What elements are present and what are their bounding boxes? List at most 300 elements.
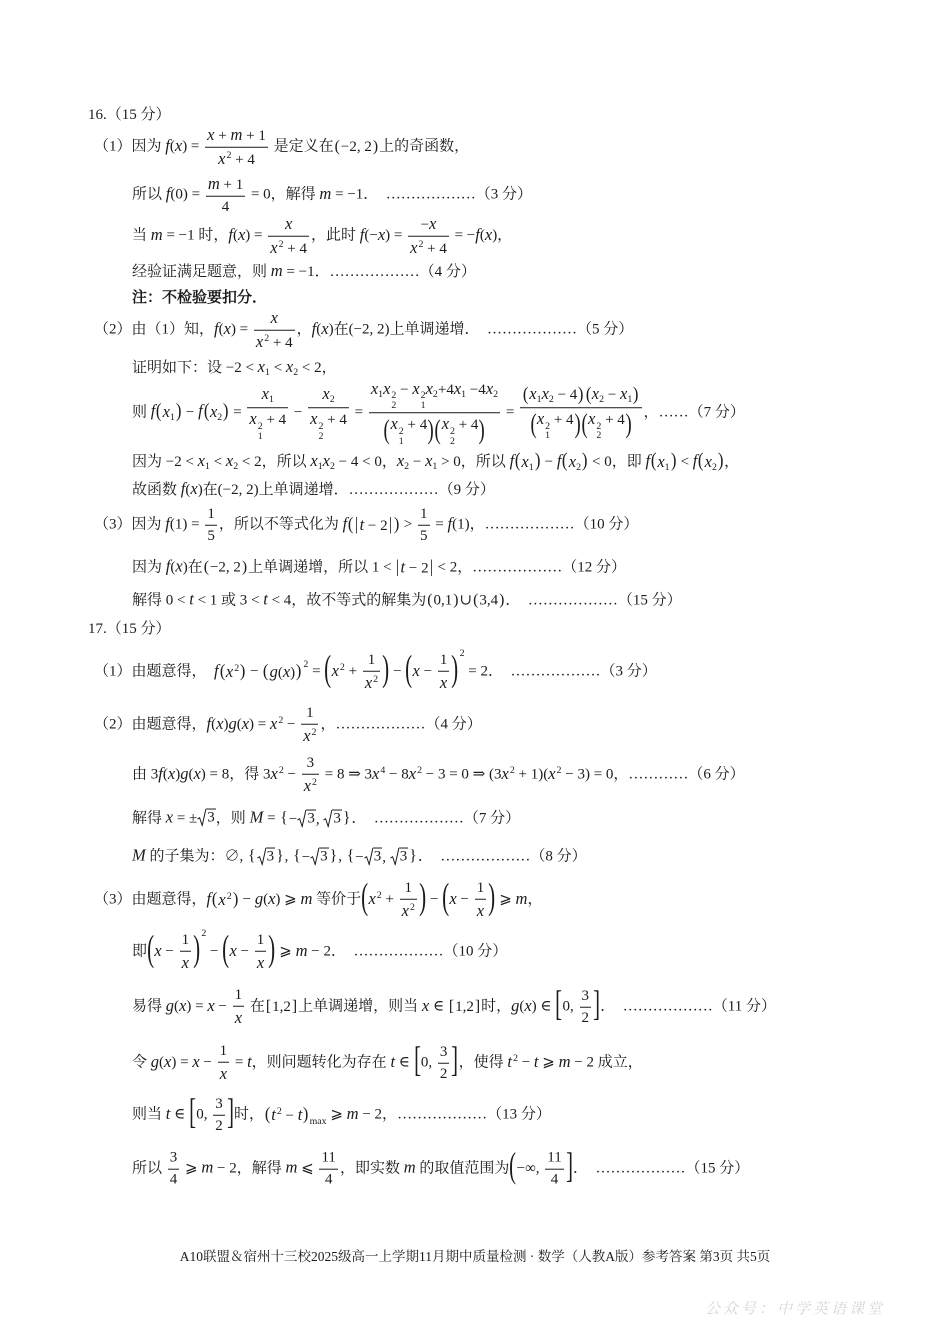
text-run: = − (450, 227, 476, 244)
variable-letter: x (453, 379, 462, 399)
denominator (268, 237, 309, 259)
variable-letter: x (268, 888, 276, 908)
math-variable (485, 379, 499, 401)
variable-letter: x (223, 318, 231, 338)
text-run: ( (277, 665, 283, 681)
bracket-group (585, 384, 640, 406)
text-run: 上的奇函数， (379, 138, 470, 155)
text-run: 3 (399, 848, 408, 865)
text-run: 1 (306, 704, 314, 721)
math-variable (261, 384, 274, 406)
subscript: 1 (432, 460, 438, 472)
math-variable (558, 1051, 571, 1071)
fraction (233, 986, 245, 1029)
text-run: 1 (207, 505, 215, 522)
denominator (438, 1063, 450, 1083)
superscript: 2 (391, 390, 397, 402)
radicand (399, 847, 409, 865)
fraction (206, 174, 245, 217)
q17-part3-equivalent (94, 879, 542, 922)
text-run: 所以 (132, 1160, 166, 1177)
math-variable (190, 479, 198, 498)
text-run: = −1 时， (162, 227, 229, 244)
subscript: 1 (627, 394, 633, 406)
close-bracket: ) (382, 649, 390, 690)
math-variable (165, 807, 174, 827)
math-variable (524, 995, 532, 1015)
fraction (438, 1043, 450, 1084)
numerator (247, 384, 288, 408)
text-run: ) = (249, 716, 270, 733)
text-run: + 1 (219, 176, 244, 193)
numerator (369, 379, 500, 413)
text-run: 在 (246, 998, 265, 1015)
open-bracket: ( (264, 1103, 271, 1124)
variable-letter: g (165, 995, 175, 1015)
text-run: ( (218, 321, 224, 338)
open-bracket: ( (698, 450, 704, 472)
fraction (205, 125, 268, 170)
variable-letter: x (216, 713, 224, 733)
text-run: 0,1 (433, 592, 453, 609)
variable-letter: x (270, 763, 278, 783)
close-bracket: | (388, 513, 392, 534)
close-bracket: ) (578, 384, 584, 406)
q16-part2-sign (132, 451, 739, 473)
q16-part1-conclusion (132, 261, 476, 281)
bracket-content (563, 987, 594, 1028)
bracket-group (203, 402, 230, 424)
numerator (520, 384, 642, 408)
bracket-group (262, 659, 309, 682)
math-variable (408, 763, 423, 783)
variable-letter: f (165, 135, 170, 155)
text-run: ) = (171, 1054, 193, 1071)
text-run: = (431, 516, 448, 533)
math-variable (310, 450, 323, 472)
text-run: − 4 (553, 387, 578, 404)
bracket-content (479, 592, 498, 610)
text-run: ( (159, 1054, 165, 1071)
denominator (301, 725, 318, 747)
fraction (438, 651, 450, 694)
variable-letter: x (179, 995, 187, 1015)
variable-letter: x (484, 224, 493, 244)
bracket-group (211, 890, 239, 910)
fraction (369, 379, 500, 447)
variable-letter: x (372, 763, 380, 783)
open-bracket: | (396, 556, 400, 577)
close-bracket: ) (451, 649, 459, 690)
variable-letter: g (150, 1051, 160, 1071)
math-variable (234, 1007, 243, 1027)
radicand (373, 847, 383, 865)
close-bracket: ) (175, 400, 182, 423)
variable-letter: x (322, 384, 330, 404)
text-run: ) ∈ (531, 998, 556, 1015)
text-run: ∪ (459, 592, 473, 609)
numerator (400, 879, 417, 900)
bracket-group (264, 1103, 327, 1128)
open-bracket: | (355, 513, 359, 534)
open-bracket: ( (514, 450, 521, 472)
math-variable (270, 763, 284, 783)
subscript: 1 (664, 461, 670, 473)
variable-letter: x (282, 662, 291, 681)
denominator (363, 672, 380, 694)
math-variable (207, 995, 215, 1015)
numerator (254, 308, 295, 331)
close-bracket: ) (193, 929, 201, 970)
subscript: 2 (391, 400, 397, 412)
superscript: 2 (278, 714, 284, 726)
variable-letter: f (206, 888, 212, 908)
bracket-content (229, 931, 268, 974)
text-run: ， (527, 891, 543, 908)
math-variable (230, 124, 243, 144)
text-run: − (517, 1054, 534, 1071)
text-run: + 1)( (514, 766, 549, 783)
text-run: − (182, 404, 199, 421)
open-bracket: ( (530, 410, 537, 440)
text-run: ) (290, 665, 296, 681)
text-run: 3 (169, 1149, 178, 1166)
bracket-group (324, 651, 389, 694)
close-bracket: ) (296, 660, 302, 681)
bracket-content (569, 451, 581, 473)
text-run: < 0，即 (588, 453, 646, 470)
close-bracket: ] (451, 1041, 459, 1080)
math-variable (241, 713, 250, 733)
variable-letter: t (507, 1051, 512, 1071)
denominator (438, 672, 450, 694)
denominator (369, 414, 500, 447)
variable-letter: f (556, 450, 562, 470)
open-bracket: ( (473, 591, 479, 609)
math-variable (441, 414, 455, 447)
open-bracket: ( (324, 649, 332, 690)
variable-letter: x (501, 763, 509, 783)
text-run: + 4 (423, 240, 447, 257)
text-run: + (344, 663, 361, 680)
numerator (438, 651, 450, 672)
text-run: 5 (207, 527, 215, 544)
fraction (408, 214, 449, 259)
variable-letter: x (310, 409, 318, 429)
variable-letter: f (165, 183, 171, 203)
math-variable (269, 713, 284, 733)
text-run: ) (223, 716, 229, 733)
variable-letter: t (359, 514, 365, 534)
variable-letter: x (620, 384, 628, 404)
text-run: = 0，解得 (247, 186, 320, 203)
bracket-group (189, 1095, 234, 1136)
radical-sign-icon (364, 847, 373, 865)
bracket-group (697, 451, 724, 473)
text-run: 2 (215, 1117, 223, 1134)
text-run: + 4 (601, 412, 625, 429)
math-variable (401, 900, 415, 920)
math-variable (390, 414, 404, 447)
bracket-content (360, 515, 388, 535)
text-run: − (396, 382, 413, 399)
math-variable (223, 318, 231, 338)
close-bracket: ) (670, 450, 677, 472)
denominator (255, 952, 267, 974)
text-run: 1 (420, 505, 428, 522)
bracket-group (650, 451, 677, 473)
math-variable (429, 213, 437, 233)
text-run: 1,2 (455, 998, 474, 1015)
text-run: −∞, (516, 1160, 544, 1177)
superscript: 2 (398, 425, 404, 437)
open-bracket: ( (383, 415, 390, 445)
denominator (319, 1170, 337, 1190)
text-run: ) = (186, 998, 208, 1015)
text-run: ………………（3 分） (385, 186, 533, 203)
radical-sign-icon (323, 809, 332, 827)
open-bracket: ( (203, 400, 210, 423)
math-variable (548, 763, 562, 783)
text-run: = ± (173, 810, 198, 827)
variable-letter: x (192, 1051, 200, 1071)
superscript: 2 (311, 726, 317, 738)
text-run: −4 (466, 382, 486, 399)
radicand (306, 809, 316, 827)
text-run: ( (316, 321, 322, 338)
variable-letter: x (167, 763, 176, 783)
watermark: 公众号：中学英语课堂 (705, 1301, 886, 1318)
math-variable (453, 379, 467, 401)
radical-sign-icon (310, 847, 319, 865)
text-run: = (231, 1054, 248, 1071)
close-bracket: ) (574, 410, 581, 440)
text-run: + (381, 891, 398, 908)
variable-letter: x (209, 401, 218, 421)
variable-letter: x (322, 450, 330, 470)
open-bracket: { (346, 847, 355, 865)
text-run: = (263, 810, 280, 827)
text-run: − 4 < 0， (334, 453, 397, 470)
text-run: )， (492, 227, 513, 244)
bracket-content (390, 415, 427, 447)
text-run: ( (519, 998, 525, 1015)
text-run: − (246, 663, 263, 680)
bracket-group (442, 879, 495, 922)
text-run: ………………（12 分） (472, 559, 626, 576)
q16-part3-range (132, 556, 626, 577)
math-variable (209, 401, 223, 423)
variable-letter: x (588, 409, 596, 429)
text-run: 4 (324, 1171, 333, 1188)
text-run: ( (169, 138, 175, 155)
math-variable (285, 1157, 298, 1177)
text-run: ，即实数 (339, 1160, 404, 1177)
text-run: − (419, 663, 436, 680)
text-run: 上单调递增，所以 1 < (248, 559, 396, 576)
fraction (418, 505, 430, 546)
variable-letter: x (285, 357, 294, 377)
text-run: 等价于 (312, 891, 362, 908)
text-run: ，则 (215, 810, 250, 827)
variable-letter: f (206, 713, 212, 733)
variable-letter: x (529, 384, 537, 404)
text-run: )在 (182, 559, 203, 576)
text-run: ………………（4 分） (335, 716, 482, 733)
text-run: −2, 2 (209, 559, 241, 576)
bracket-content (289, 809, 342, 828)
q16-part3-solution (132, 590, 682, 611)
bracket-content (434, 592, 453, 610)
close-bracket: ] (291, 997, 298, 1015)
numerator (319, 1149, 337, 1170)
text-run: 1 (256, 931, 265, 948)
text-run: 3 (215, 1095, 223, 1112)
open-bracket: ( (434, 415, 442, 445)
text-run: ………………（13 分） (397, 1106, 551, 1123)
text-run: 1 (219, 1042, 228, 1059)
variable-letter: x (441, 414, 450, 434)
variable-letter: x (256, 952, 265, 972)
square-root (390, 847, 409, 865)
bracket-group (334, 137, 379, 156)
q17-part2-subsets (132, 846, 587, 867)
superscript: 2 (312, 776, 317, 788)
variable-letter: x (270, 237, 278, 257)
text-run: −2, 2 (340, 138, 372, 155)
variable-letter: M (249, 807, 264, 827)
subscript: 1 (205, 460, 210, 472)
superscript: 2 (556, 764, 562, 776)
variable-letter: g (228, 713, 237, 733)
variable-letter: x (229, 940, 237, 960)
variable-letter: x (249, 409, 257, 429)
text-run: − (236, 943, 253, 960)
q17-part3-substitution (132, 1042, 643, 1085)
variable-letter: x (255, 331, 264, 351)
text-run: , (284, 848, 293, 865)
variable-letter: x (410, 237, 418, 257)
variable-letter: x (225, 450, 234, 470)
text-run: = (229, 404, 246, 421)
bracket-content (455, 998, 474, 1016)
variable-letter: x (197, 450, 205, 470)
variable-letter: m (558, 1051, 571, 1071)
variable-letter: t (297, 1105, 303, 1124)
fraction (308, 384, 349, 442)
text-run: （3）因为 (94, 516, 166, 533)
math-variable (657, 451, 670, 473)
text-run: 3,4 (479, 592, 499, 609)
q17-part2-equation (132, 754, 745, 797)
math-variable (541, 384, 554, 406)
math-variable (284, 213, 293, 233)
subscript: 1 (420, 400, 426, 412)
text-run: 解得 (132, 810, 166, 827)
bracket-content (521, 451, 533, 473)
variable-letter: x (193, 763, 201, 783)
open-bracket: [ (413, 1041, 421, 1080)
math-variable (165, 995, 175, 1015)
bracket-content (442, 415, 479, 447)
bracket-content (592, 384, 633, 406)
bracket-group (472, 592, 505, 611)
math-variable (201, 1157, 214, 1177)
text-run: ………………（11 分） (615, 998, 776, 1015)
math-variable (319, 183, 332, 203)
text-run: ………………（3 分） (503, 663, 657, 680)
text-run: 1 (234, 986, 243, 1003)
math-variable (396, 450, 410, 472)
subscript: 1 (265, 367, 270, 379)
text-run: 3 (581, 987, 590, 1004)
math-variable (588, 409, 602, 442)
text-run: 经验证满足题意，则 (132, 264, 271, 280)
close-bracket: ) (581, 450, 588, 472)
variable-letter: g (180, 763, 189, 783)
variable-letter: m (295, 940, 308, 960)
numerator (475, 879, 487, 900)
math-variable (331, 660, 345, 680)
variable-letter: x (165, 807, 174, 827)
text-run: 3 (333, 810, 341, 827)
bracket-group (509, 1149, 573, 1190)
denominator (233, 1007, 245, 1029)
text-run: …………（6 分） (628, 766, 745, 783)
text-run: 1 (367, 651, 376, 668)
text-run: ． (573, 1160, 589, 1177)
math-variable (229, 940, 237, 960)
text-run: 的子集为：∅, (145, 848, 248, 865)
math-variable (132, 845, 146, 865)
bracket-group (155, 402, 182, 424)
text-run: ，所以不等式化为 (218, 516, 343, 533)
open-bracket: ( (427, 591, 433, 609)
variable-letter: x (568, 451, 577, 471)
text-run: = −1． (282, 264, 330, 280)
text-run: 证明如下：设 −2 < (132, 360, 258, 377)
text-run: − 2 (364, 517, 388, 534)
bracket-content (226, 662, 239, 682)
text-run: ) ⩾ (275, 891, 301, 908)
square-root (197, 809, 216, 827)
text-run: − (355, 849, 364, 866)
open-bracket: ( (212, 888, 218, 909)
variable-letter: x (425, 379, 433, 399)
radicand (319, 847, 329, 865)
text-run: ． (417, 848, 433, 865)
numerator (206, 174, 245, 197)
denominator (247, 409, 288, 442)
bracket-content (302, 847, 329, 866)
close-bracket: ) (453, 591, 459, 609)
variable-letter: x (429, 213, 437, 233)
bracket-content (257, 847, 276, 866)
close-bracket: ) (625, 410, 632, 440)
variable-letter: f (645, 450, 651, 470)
subscript: 1 (528, 461, 534, 473)
math-variable (364, 672, 379, 692)
variable-letter: f (180, 479, 186, 498)
variable-letter: f (475, 224, 480, 244)
superscript: 2 (318, 421, 324, 432)
math-variable (303, 775, 317, 795)
superscript: 2 (417, 764, 423, 776)
fraction (268, 214, 309, 259)
close-bracket: ) (372, 137, 379, 155)
text-run: ………………（5 分） (479, 321, 634, 338)
denominator (400, 900, 417, 922)
